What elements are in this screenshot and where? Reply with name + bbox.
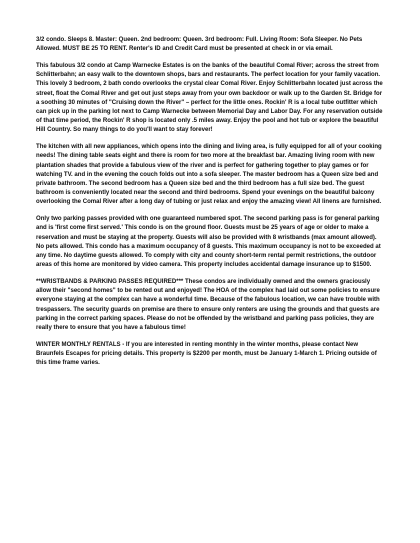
paragraph-wristbands: **WRISTBANDS & PARKING PASSES REQUIRED*** These condos are individually owned and the owners graciously allow their "second homes" to be rented out and enjoyed! The HOA of the complex had laid out some policies to ensure everyone staying at the complex can have a wonderful time. Because of the fabulous location, we can have trouble with trespassers. The security guards on premise are there to ensure only renters are using the grounds and that guests are parking in the correct parking spaces. Please do not be offended by the wristband and parking pass policies, they are really there to ensure that you have a fabulous time! <box>36 279 380 332</box>
paragraph-parking-rules: Only two parking passes provided with one guaranteed numbered spot. The second parking pass is for general parking and is 'first come first served.' This condo is on the ground floor. Guests must be 25 years of age or older to make a reservation and must be staying at the property. Guests will also be provided with 8 wristbands (max amount allowed). No pets allowed. This condo has a maximum occupancy of 8 guests. This maximum occupancy is not to be exceeded at any time. No daytime guests allowed. To comply with city and county short-term rental permit restrictions, the outdoor areas of this home are monitored by video camera. This property includes accidental damage insurance up to $1500. <box>36 216 381 269</box>
paragraph-interior: The kitchen with all new appliances, which opens into the dining and living area, is fully equipped for all of your cooking needs! The dining table seats eight and there is room for two more at the breakfast bar. Amazing living room with new plantation shades that provide a fabulous view of the river and is perfect for gathering together to play games or for watching TV. and in the evening the couch folds out into a sofa sleeper. The master bedroom has a Queen size bed and private bathroom. The second bedroom has a Queen size bed and the third bedroom has a full size bed. The guest bathroom is conveniently located near the second and third bedrooms. Spend your evenings on the beautiful balcony overlooking the Comal River after a long day of tubing or just relax and enjoy the amazing view! All linens are furnished. <box>36 144 382 206</box>
paragraph-summary: 3/2 condo. Sleeps 8. Master: Queen. 2nd bedroom: Queen. 3rd bedroom: Full. Living Room: Sofa Sleeper. No Pets Allowed. MUST BE 25 TO RENT. Renter's ID and Credit Card must be presented at check in or via email. <box>36 37 363 53</box>
paragraph-location: This fabulous 3/2 condo at Camp Warnecke Estates is on the banks of the beautiful Comal River; across the street from Schlitterbahn; an easy walk to the downtown shops, bars and restaurants. The perfect location for your family vacation. This lovely 3 bedroom, 2 bath condo overlooks the crystal clear Comal River. Enjoy Schlitterbahn located just across the street, float the Comal River and get out just steps away from your own backdoor or walk up to the Garden St. Bridge for a soothing 30 minutes of "Cruising down the River" – perfect for the little ones. Rockin' R is a local tube outfitter which can pick up in the parking lot next to Camp Warnecke between Memorial Day and Labor Day. For any reservation outside of that time period, the Rockin' R shop is located only .5 miles away. Enjoy the pool and hot tub or explore the beautiful Hill Country. So many things to do you'll want to stay forever! <box>36 63 383 134</box>
paragraph-winter-rentals: WINTER MONTHLY RENTALS - If you are interested in renting monthly in the winter months, please contact New Braunfels Escapes for pricing details. This property is $2200 per month, must be January 1-March 1. Pricing outside of this time frame varies. <box>36 341 377 367</box>
